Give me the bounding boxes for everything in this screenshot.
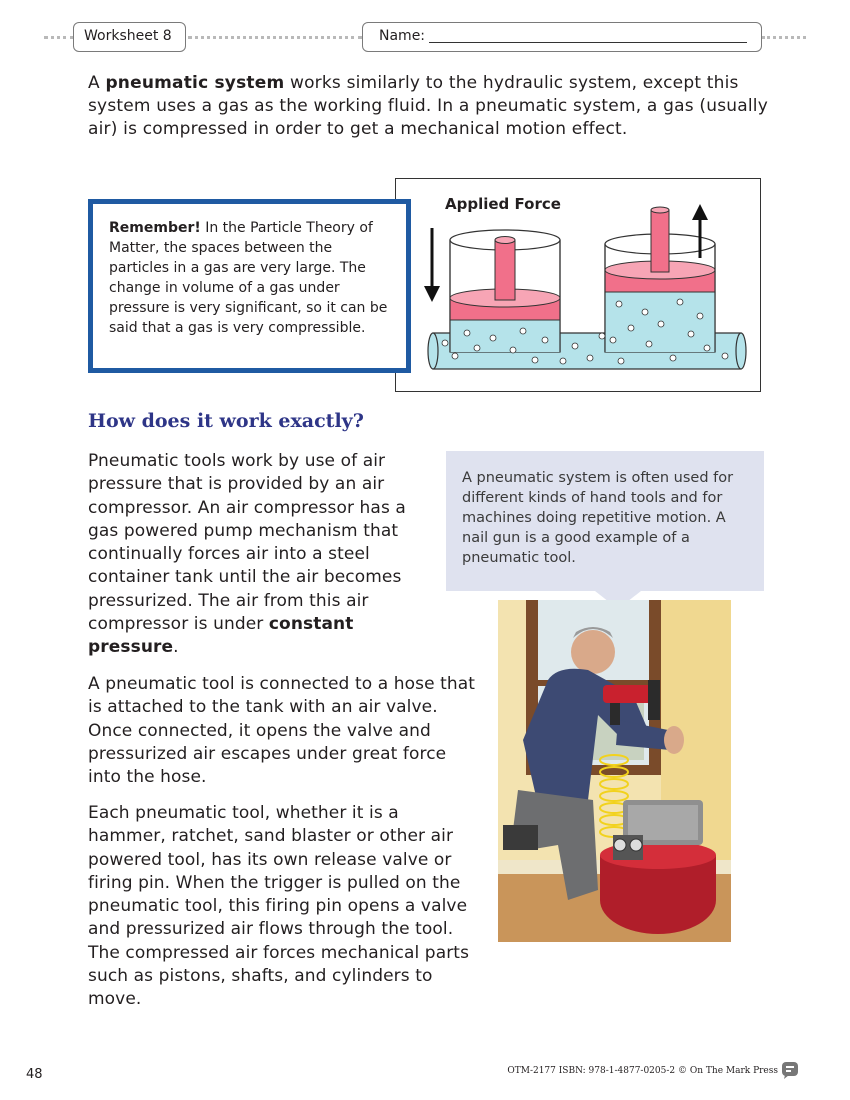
term-constant-pressure: constant pressure [88, 614, 354, 658]
remember-text: In the Particle Theory of Matter, the spaces between the particles in a gas are very large. The change in volume of a gas under pressure is very significant, so it can be said that a gas is very compressible. [109, 220, 388, 336]
publisher-logo-icon [781, 1061, 799, 1079]
remember-lead: Remember! [109, 220, 201, 236]
paragraph-3: Each pneumatic tool, whether it is a hammer, ratchet, sand blaster or other air powered tool, has its own release valve or firing pin. When the trigger is pulled on the pneumatic tool, this firing pin opens a valve and pressurized air flows through the tool. The compressed air forces mechanical parts such as pistons, shafts, and cylinders to move. [88, 803, 470, 1010]
publication-info: OTM-2177 ISBN: 978-1-4877-0205-2 © On The Mark Press [507, 1066, 778, 1076]
paragraph-2: A pneumatic tool is connected to a hose that is attached to the tank with an air valve. Once connected, it opens the valve and pressurized air escapes under great force into the hose. [88, 674, 476, 788]
worksheet-tab [73, 22, 186, 52]
pneumatic-diagram [395, 178, 761, 392]
page-number: 48 [26, 1067, 43, 1082]
paragraph-1: Pneumatic tools work by use of air pressure that is provided by an air compressor. An air compressor has a gas powered pump mechanism that continually forces air into a steel container tank until the air becomes pressurized. The air from this air compressor is under constant pressure. [88, 451, 406, 658]
header-dots-right [762, 36, 806, 39]
section-heading: How does it work exactly? [88, 410, 364, 432]
header-dots-middle [188, 36, 362, 39]
name-label: Name: [379, 28, 426, 44]
name-tab [362, 22, 762, 52]
header-dots-left [44, 36, 74, 39]
term-pneumatic-system: pneumatic system [105, 73, 285, 93]
intro-paragraph: A pneumatic system works similarly to the hydraulic system, except this system uses a gas as the working fluid. In a pneumatic system, a gas (usually air) is compressed in order to get a mechanical motion effect. [88, 73, 768, 139]
name-line[interactable] [429, 42, 747, 43]
applied-force-label: Applied Force [445, 195, 561, 213]
nail-gun-photo [498, 600, 731, 942]
remember-box [88, 199, 411, 373]
callout-text: A pneumatic system is often used for different kinds of hand tools and for machines doing repetitive motion. A nail gun is a good example of a pneumatic tool. [462, 470, 734, 566]
worksheet-label: Worksheet 8 [84, 28, 172, 44]
